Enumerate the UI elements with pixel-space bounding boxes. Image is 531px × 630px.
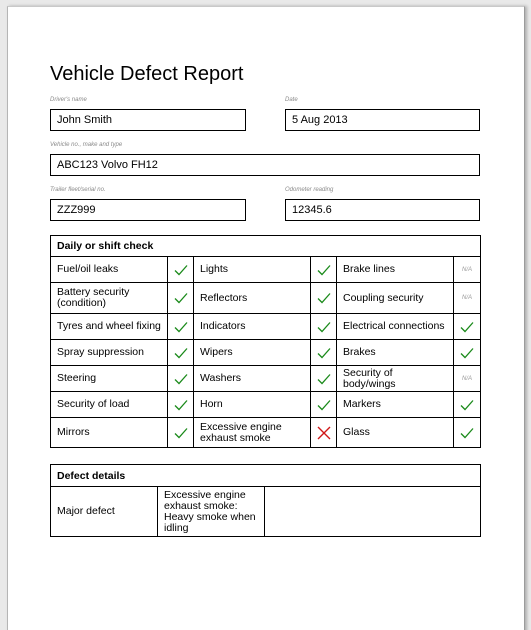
check-item-status[interactable] bbox=[311, 314, 337, 340]
check-row bbox=[51, 314, 481, 340]
odometer-label: Odometer reading bbox=[285, 187, 334, 193]
check-item-status[interactable] bbox=[311, 257, 337, 283]
date-field[interactable]: 5 Aug 2013 bbox=[285, 109, 480, 131]
check-item-label: Markers bbox=[337, 392, 454, 418]
defect-details-heading: Defect details bbox=[51, 465, 481, 487]
page-title: Vehicle Defect Report bbox=[50, 63, 244, 85]
check-item-status[interactable] bbox=[168, 283, 194, 314]
trailer-field[interactable]: ZZZ999 bbox=[50, 199, 246, 221]
daily-check-table bbox=[50, 235, 481, 448]
check-icon bbox=[311, 292, 336, 304]
check-icon bbox=[454, 399, 480, 411]
check-item-label: Fuel/oil leaks bbox=[51, 257, 168, 283]
date-label: Date bbox=[285, 97, 298, 103]
check-icon bbox=[168, 321, 193, 333]
check-icon bbox=[311, 373, 336, 385]
check-item-label: Steering bbox=[51, 366, 168, 392]
check-item-label: Mirrors bbox=[51, 418, 168, 448]
check-item-label: Brake lines bbox=[337, 257, 454, 283]
check-item-status[interactable] bbox=[454, 257, 481, 283]
driver-name-label: Driver's name bbox=[50, 97, 87, 103]
defect-details-table bbox=[50, 464, 481, 537]
check-item-label: Spray suppression bbox=[51, 340, 168, 366]
check-item-status[interactable] bbox=[311, 366, 337, 392]
check-icon bbox=[168, 427, 193, 439]
check-icon bbox=[311, 347, 336, 359]
check-row bbox=[51, 283, 481, 314]
check-item-status[interactable] bbox=[454, 418, 481, 448]
check-icon bbox=[168, 373, 193, 385]
check-icon bbox=[454, 347, 480, 359]
check-icon bbox=[311, 264, 336, 276]
odometer-field[interactable]: 12345.6 bbox=[285, 199, 480, 221]
check-icon bbox=[168, 264, 193, 276]
check-item-status[interactable] bbox=[311, 418, 337, 448]
check-icon bbox=[311, 321, 336, 333]
check-item-status[interactable] bbox=[168, 366, 194, 392]
check-icon bbox=[168, 347, 193, 359]
check-row bbox=[51, 418, 481, 448]
check-item-status[interactable] bbox=[454, 366, 481, 392]
check-icon bbox=[454, 321, 480, 333]
check-item-status[interactable] bbox=[168, 257, 194, 283]
check-item-label: Wipers bbox=[194, 340, 311, 366]
check-item-label: Brakes bbox=[337, 340, 454, 366]
check-item-label: Tyres and wheel fixing bbox=[51, 314, 168, 340]
check-item-status[interactable] bbox=[311, 283, 337, 314]
check-item-label: Glass bbox=[337, 418, 454, 448]
vehicle-field[interactable]: ABC123 Volvo FH12 bbox=[50, 154, 480, 176]
check-item-status[interactable] bbox=[454, 392, 481, 418]
check-icon bbox=[168, 399, 193, 411]
check-item-label: Battery security (condition) bbox=[51, 283, 168, 314]
check-item-status[interactable] bbox=[454, 340, 481, 366]
check-item-label: Indicators bbox=[194, 314, 311, 340]
check-item-status[interactable] bbox=[454, 314, 481, 340]
report-page bbox=[7, 6, 525, 630]
check-item-label: Reflectors bbox=[194, 283, 311, 314]
check-icon bbox=[311, 399, 336, 411]
check-item-status[interactable] bbox=[168, 314, 194, 340]
na-label: N/A bbox=[462, 266, 473, 273]
defect-severity: Major defect bbox=[51, 487, 158, 537]
check-item-label: Electrical connections bbox=[337, 314, 454, 340]
check-row bbox=[51, 392, 481, 418]
cross-icon bbox=[311, 426, 336, 440]
defect-notes bbox=[265, 487, 481, 537]
check-item-status[interactable] bbox=[168, 418, 194, 448]
check-icon bbox=[168, 292, 193, 304]
defect-row bbox=[51, 487, 481, 537]
na-label: N/A bbox=[462, 295, 473, 301]
check-item-status[interactable] bbox=[168, 340, 194, 366]
check-item-label: Horn bbox=[194, 392, 311, 418]
check-item-status[interactable] bbox=[311, 340, 337, 366]
vehicle-label: Vehicle no., make and type bbox=[50, 142, 123, 148]
check-row bbox=[51, 257, 481, 283]
check-item-label: Excessive engine exhaust smoke bbox=[194, 418, 311, 448]
check-item-label: Lights bbox=[194, 257, 311, 283]
check-item-label: Security of load bbox=[51, 392, 168, 418]
check-item-label: Security of body/wings bbox=[337, 366, 454, 392]
check-item-status[interactable] bbox=[454, 283, 481, 314]
driver-name-field[interactable]: John Smith bbox=[50, 109, 246, 131]
na-label: N/A bbox=[462, 375, 473, 382]
check-row bbox=[51, 366, 481, 392]
check-item-status[interactable] bbox=[168, 392, 194, 418]
defect-description: Excessive engine exhaust smoke: Heavy smoke when idling bbox=[158, 487, 265, 537]
check-item-label: Coupling security bbox=[337, 283, 454, 314]
check-item-status[interactable] bbox=[311, 392, 337, 418]
check-item-label: Washers bbox=[194, 366, 311, 392]
daily-check-heading: Daily or shift check bbox=[51, 236, 481, 257]
check-icon bbox=[454, 427, 480, 439]
trailer-label: Trailer fleet/serial no. bbox=[50, 187, 106, 193]
check-row bbox=[51, 340, 481, 366]
